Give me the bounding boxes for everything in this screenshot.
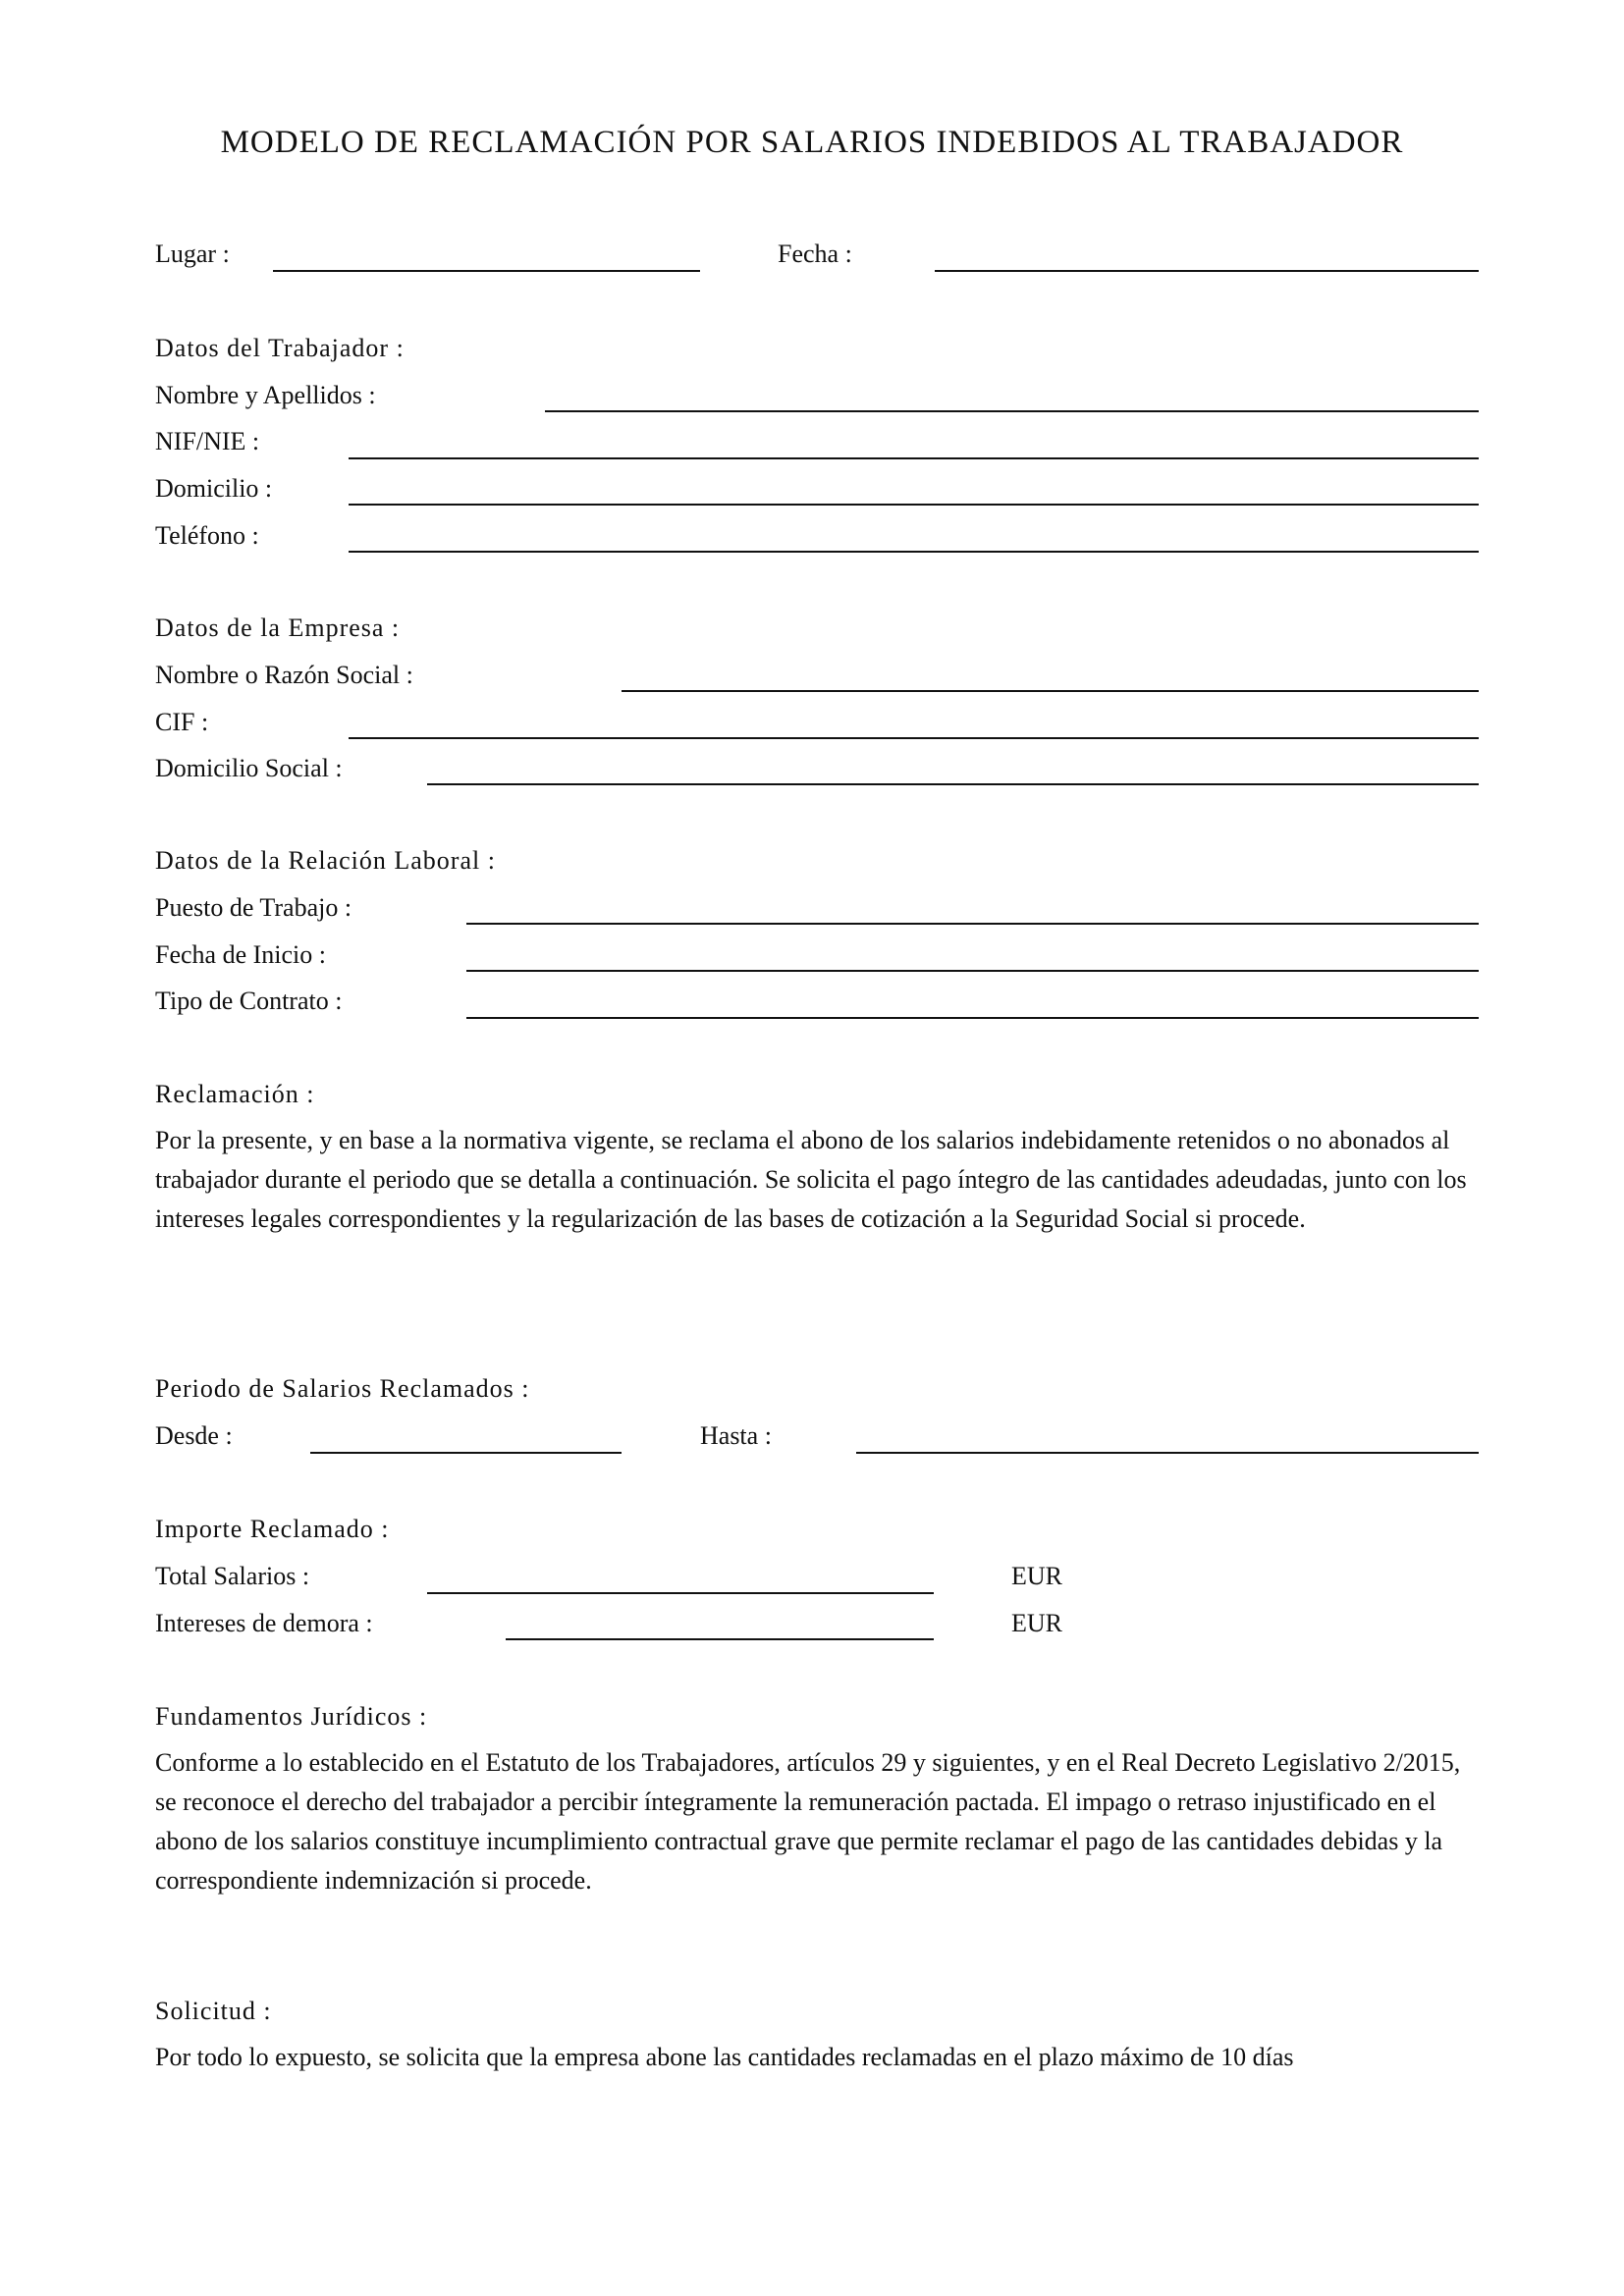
trabajador-heading: Datos del Trabajador :: [155, 334, 405, 362]
telefono-field[interactable]: [349, 551, 1479, 553]
nombre-apellidos-label: Nombre y Apellidos :: [155, 381, 376, 409]
intereses-currency: EUR: [1011, 1609, 1062, 1637]
domicilio-label: Domicilio :: [155, 474, 273, 503]
solicitud-text: Por todo lo expuesto, se solicita que la empresa abone las cantidades reclamadas en el plazo máximo de 10 días: [155, 2043, 1294, 2071]
telefono-label: Teléfono :: [155, 521, 259, 550]
total-salarios-label: Total Salarios :: [155, 1562, 310, 1590]
puesto-field[interactable]: [466, 923, 1479, 925]
nombre-apellidos-field[interactable]: [545, 410, 1479, 412]
importe-heading: Importe Reclamado :: [155, 1515, 390, 1543]
total-currency: EUR: [1011, 1562, 1062, 1590]
solicitud-heading: Solicitud :: [155, 1997, 272, 2025]
fundamentos-text: Conforme a lo establecido en el Estatuto de los Trabajadores, artículos 29 y siguientes, y en el Real Decreto Legislativo 2/2015, se reconoce el derecho del trabajador a percibir íntegramente la remuneración pactada. El impago o retraso injustificado en el abono de los salarios constituye incumplimiento contractual grave que permite reclamar el pago de las cantidades debidas y la correspondiente indemnización si procede.: [155, 1748, 1461, 1895]
tipo-contrato-field[interactable]: [466, 1017, 1479, 1019]
lugar-label: Lugar :: [155, 240, 230, 268]
tipo-contrato-label: Tipo de Contrato :: [155, 987, 343, 1015]
puesto-label: Puesto de Trabajo :: [155, 893, 352, 922]
nif-label: NIF/NIE :: [155, 427, 260, 455]
fundamentos-heading: Fundamentos Jurídicos :: [155, 1702, 428, 1731]
desde-label: Desde :: [155, 1421, 233, 1450]
reclamacion-text: Por la presente, y en base a la normativa vigente, se reclama el abono de los salarios indebidamente retenidos o no abonados al trabajador durante el periodo que se detalla a continuación. Se solicita el pago íntegro de las cantidades adeudadas, junto con los intereses legales correspondientes y la regularización de las bases de cotización a la Seguridad Social si procede.: [155, 1126, 1467, 1233]
total-salarios-field[interactable]: [427, 1592, 934, 1594]
cif-label: CIF :: [155, 708, 209, 736]
periodo-heading: Periodo de Salarios Reclamados :: [155, 1374, 530, 1403]
nif-field[interactable]: [349, 457, 1479, 459]
razon-social-label: Nombre o Razón Social :: [155, 661, 413, 689]
empresa-heading: Datos de la Empresa :: [155, 614, 401, 642]
razon-social-field[interactable]: [622, 690, 1479, 692]
domicilio-social-label: Domicilio Social :: [155, 754, 343, 782]
fecha-inicio-field[interactable]: [466, 970, 1479, 972]
cif-field[interactable]: [349, 737, 1479, 739]
lugar-field[interactable]: [273, 270, 700, 272]
hasta-label: Hasta :: [700, 1421, 772, 1450]
fecha-label: Fecha :: [778, 240, 852, 268]
fecha-field[interactable]: [935, 270, 1479, 272]
document-title: MODELO DE RECLAMACIÓN POR SALARIOS INDEBIDOS AL TRABAJADOR: [220, 125, 1404, 160]
fecha-inicio-label: Fecha de Inicio :: [155, 940, 326, 969]
domicilio-social-field[interactable]: [427, 783, 1479, 785]
intereses-label: Intereses de demora :: [155, 1609, 373, 1637]
intereses-field[interactable]: [506, 1638, 934, 1640]
desde-field[interactable]: [310, 1452, 622, 1454]
reclamacion-heading: Reclamación :: [155, 1080, 315, 1108]
domicilio-field[interactable]: [349, 504, 1479, 506]
relacion-heading: Datos de la Relación Laboral :: [155, 846, 496, 875]
hasta-field[interactable]: [856, 1452, 1479, 1454]
